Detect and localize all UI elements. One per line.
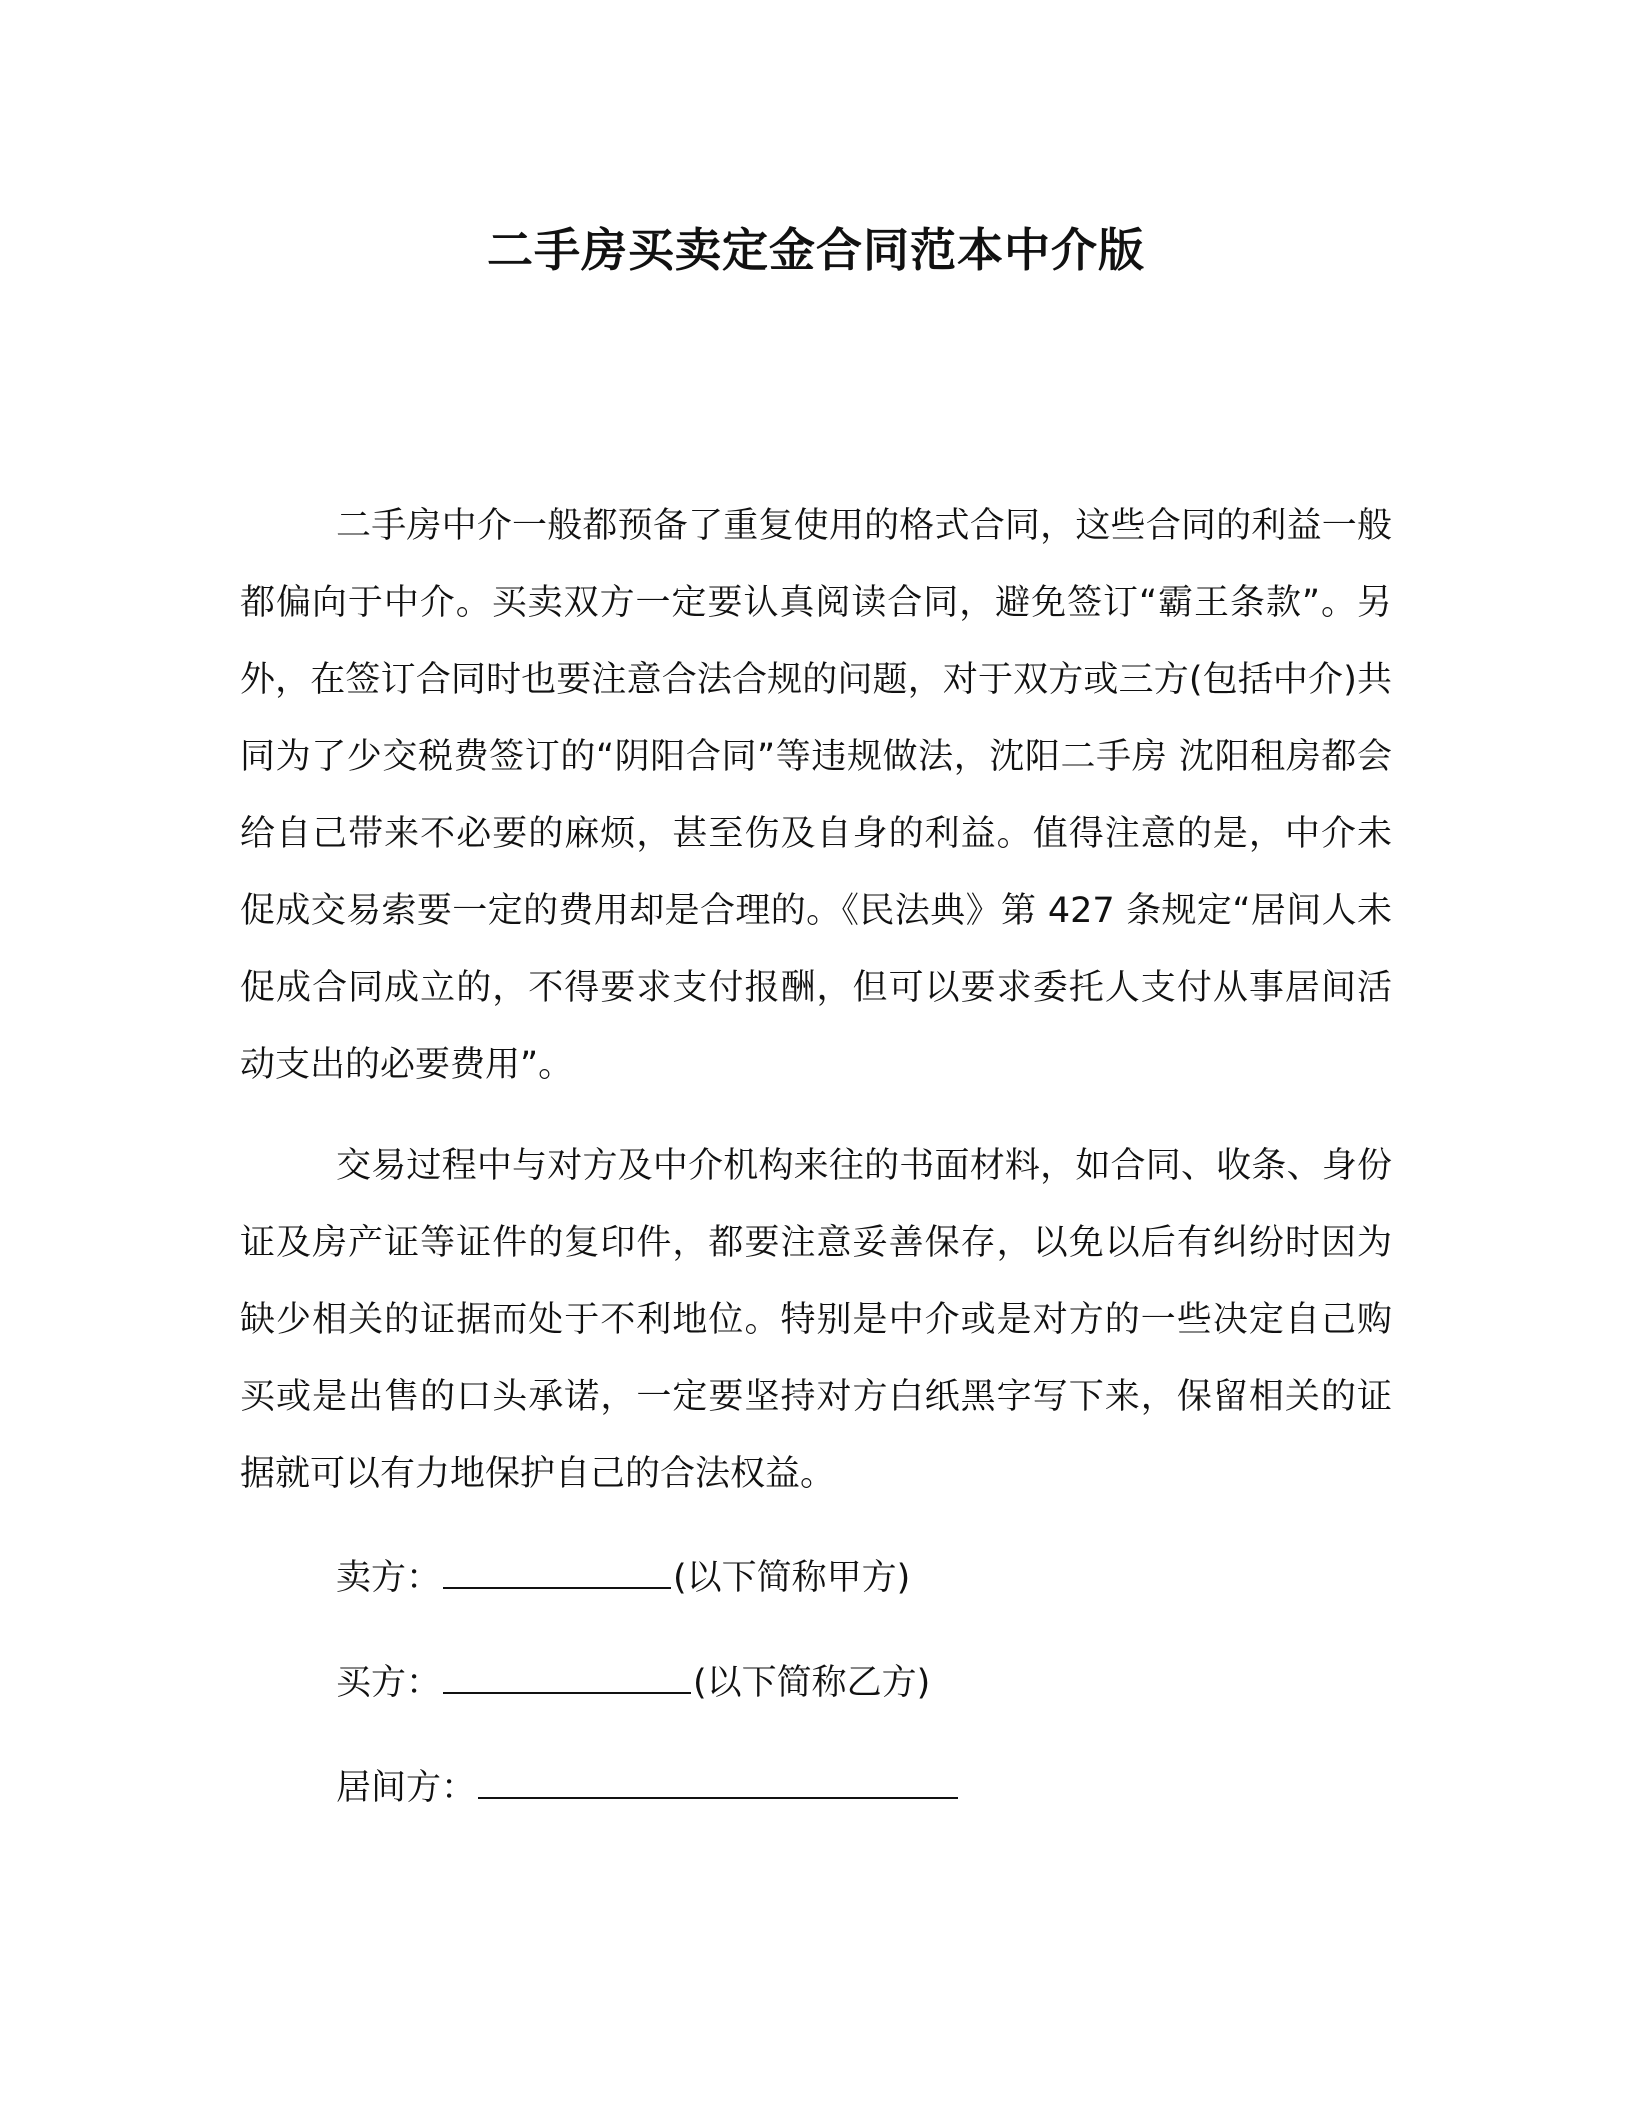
seller-blank	[443, 1553, 671, 1589]
agent-label: 居间方：	[336, 1768, 477, 1808]
agent-blank	[478, 1763, 958, 1799]
buyer-line	[336, 1653, 930, 1713]
buyer-suffix: (以下简称乙方)	[693, 1663, 931, 1703]
seller-suffix: (以下简称甲方)	[673, 1558, 911, 1598]
buyer-blank	[443, 1658, 691, 1694]
buyer-label: 买方：	[336, 1663, 442, 1703]
body-paragraph-2: 交易过程中与对方及中介机构来往的书面材料，如合同、收条、身份证及房产证等证件的复印件，都要注意妥善保存，以免以后有纠纷时因为缺少相关的证据而处于不利地位。特别是中介或是对方的一些决定自己购买或是出售的口头承诺，一定要坚持对方白纸黑字写下来，保留相关的证据就可以有力地保护自己的合法权益。	[240, 1146, 1392, 1494]
document-title: 二手房买卖定金合同范本中介版	[487, 223, 1145, 277]
body-paragraph-1: 二手房中介一般都预备了重复使用的格式合同，这些合同的利益一般都偏向于中介。买卖双方一定要认真阅读合同，避免签订“霸王条款”。另外，在签订合同时也要注意合法合规的问题，对于双方或三方(包括中介)共同为了少交税费签订的“阴阳合同”等违规做法，沈阳二手房 沈阳租房都会给自己带来不必要的麻烦，甚至伤及自身的利益。值得注意的是，中介未促成交易索要一定的费用却是合理的。《民法典》第 427 条规定“居间人未促成合同成立的，不得要求支付报酬，但可以要求委托人支付从事居间活动支出的必要费用”。	[240, 506, 1392, 1085]
agent-line	[336, 1758, 960, 1818]
seller-label: 卖方：	[336, 1558, 442, 1598]
seller-line	[336, 1548, 910, 1608]
